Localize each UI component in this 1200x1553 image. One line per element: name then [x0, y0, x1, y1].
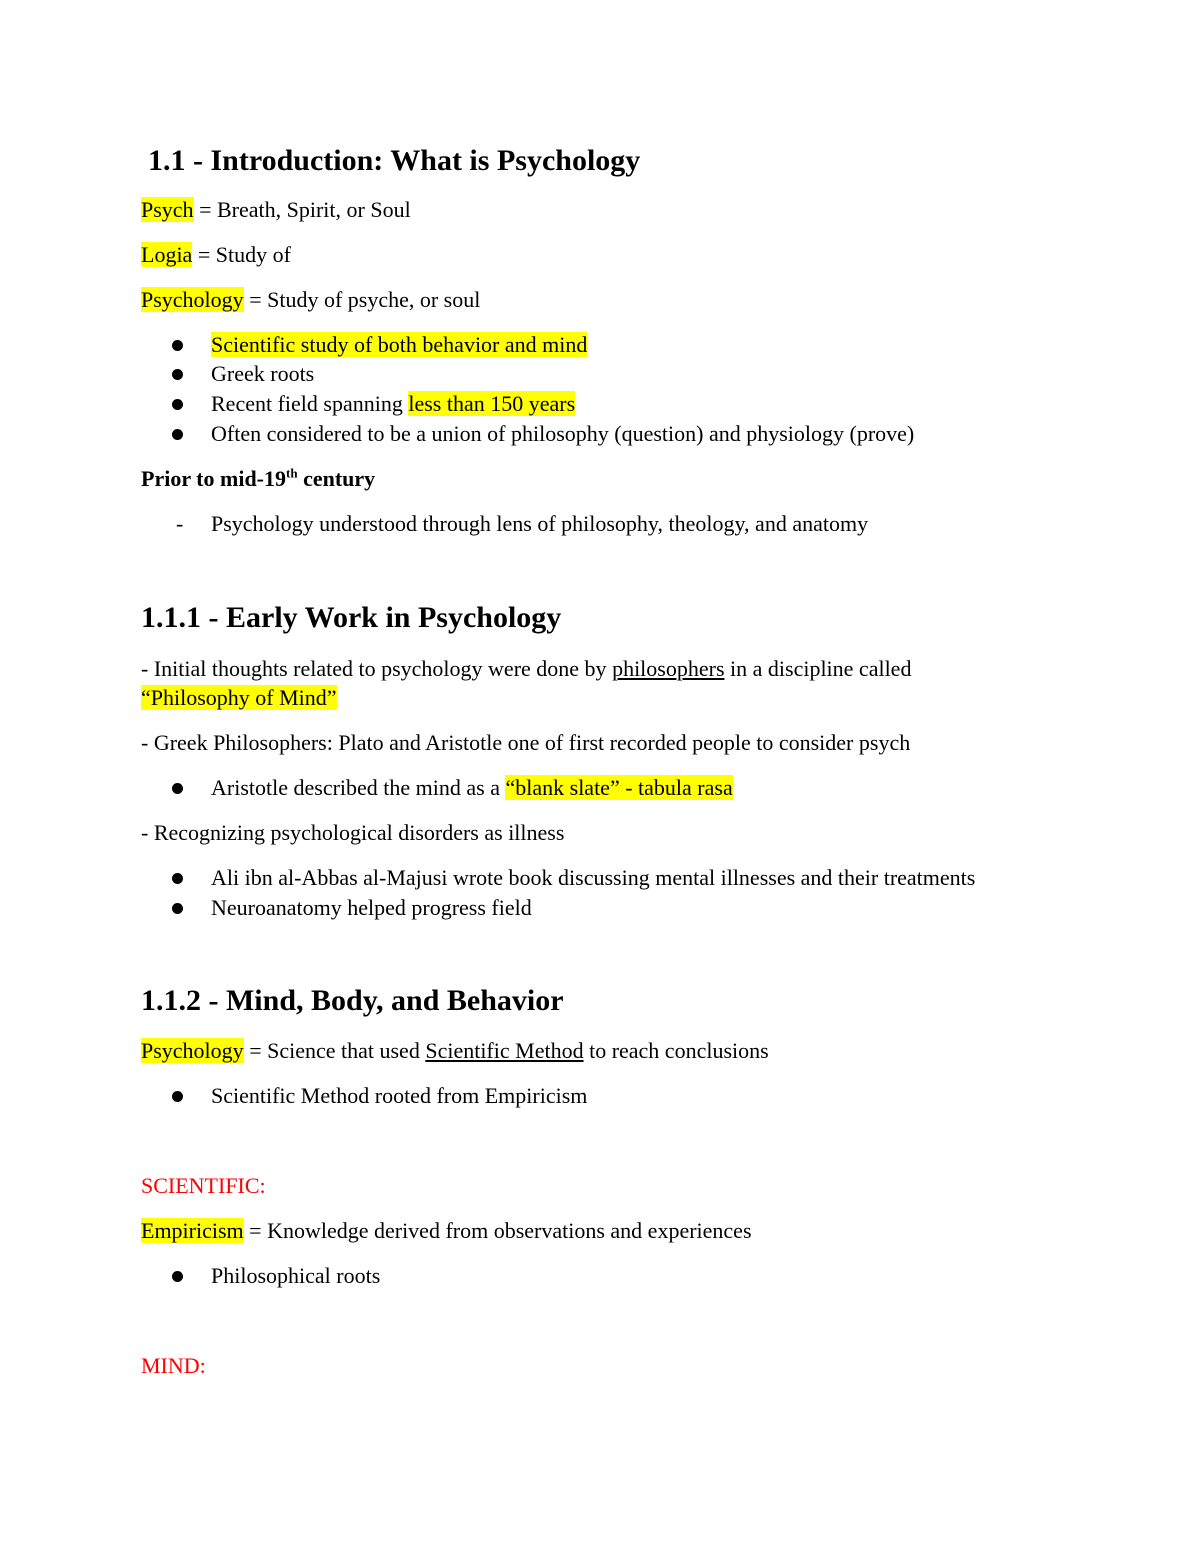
subheading-text: Prior to mid-19 [141, 466, 287, 491]
list-item: Ali ibn al-Abbas al-Majusi wrote book discussing mental illnesses and their treatments [211, 865, 976, 890]
list-item: Scientific Method rooted from Empiricism [211, 1083, 588, 1108]
term-highlight: Logia [141, 242, 193, 267]
paragraph-text: in a discipline called [724, 656, 912, 681]
bullet-icon [172, 369, 183, 380]
paragraph-continued [141, 683, 337, 713]
highlighted-text: less than 150 years [408, 391, 576, 416]
definition-text: = Study of psyche, or soul [243, 287, 481, 312]
definition-text: = Breath, Spirit, or Soul [193, 197, 411, 222]
list-item: Philosophical roots [211, 1263, 381, 1288]
bullet-icon [172, 340, 183, 351]
subheading-prior [141, 464, 375, 494]
definition-psychology [141, 285, 480, 315]
subheading-text: century [297, 466, 376, 491]
list-item [211, 389, 575, 419]
underlined-text: philosophers [612, 656, 725, 681]
bullet-icon [172, 1091, 183, 1102]
bullet-icon [172, 783, 183, 794]
paragraph-text: - Initial thoughts related to psychology were done by [141, 656, 613, 681]
section-heading-1-1-1: 1.1.1 - Early Work in Psychology [141, 601, 562, 634]
label-mind: MIND: [141, 1353, 206, 1378]
list-item: Greek roots [211, 361, 315, 386]
bullet-icon [172, 1271, 183, 1282]
bullet-icon [172, 873, 183, 884]
list-item-text: Recent field spanning [211, 391, 409, 416]
definition-text: = Knowledge derived from observations and experiences [243, 1218, 752, 1243]
section-heading-1-1-2: 1.1.2 - Mind, Body, and Behavior [141, 984, 564, 1017]
list-item [211, 773, 733, 803]
definition-text: to reach conclusions [583, 1038, 769, 1063]
term-highlight: Empiricism [141, 1218, 244, 1243]
list-item [211, 330, 587, 360]
section-heading-1-1: 1.1 - Introduction: What is Psychology [148, 144, 641, 177]
highlighted-text: Scientific study of both behavior and mind [211, 332, 588, 357]
term-highlight: Psych [141, 197, 194, 222]
label-scientific: SCIENTIFIC: [141, 1173, 266, 1198]
paragraph: - Greek Philosophers: Plato and Aristotle one of first recorded people to consider psych [141, 730, 911, 755]
definition-text: = Study of [192, 242, 291, 267]
definition-empiricism [141, 1216, 752, 1246]
term-highlight: Psychology [141, 287, 244, 312]
paragraph: - Recognizing psychological disorders as illness [141, 820, 565, 845]
bullet-icon [172, 429, 183, 440]
definition-text: = Science that used [243, 1038, 426, 1063]
dash-bullet: - [176, 511, 184, 536]
definition-psych [141, 195, 411, 225]
bullet-icon [172, 903, 183, 914]
term-highlight: Psychology [141, 1038, 244, 1063]
superscript: th [286, 465, 298, 481]
definition-logia [141, 240, 291, 270]
definition-psychology-science [141, 1036, 769, 1066]
paragraph [141, 654, 911, 684]
list-item: Psychology understood through lens of philosophy, theology, and anatomy [211, 511, 869, 536]
list-item: Neuroanatomy helped progress field [211, 895, 532, 920]
highlighted-text: “Philosophy of Mind” [141, 685, 337, 710]
list-item-text: Aristotle described the mind as a [211, 775, 506, 800]
bullet-icon [172, 399, 183, 410]
underlined-text: Scientific Method [425, 1038, 584, 1063]
highlighted-text: “blank slate” - tabula rasa [505, 775, 733, 800]
list-item: Often considered to be a union of philosophy (question) and physiology (prove) [211, 421, 915, 446]
